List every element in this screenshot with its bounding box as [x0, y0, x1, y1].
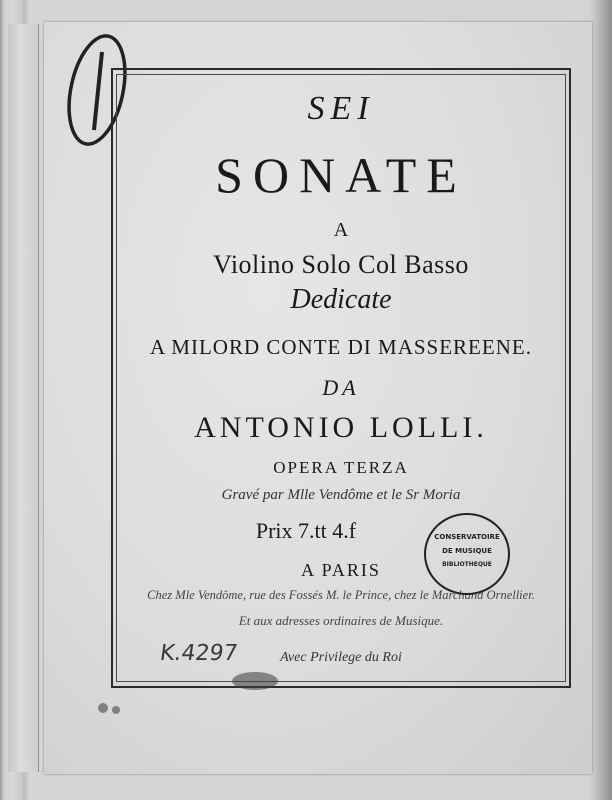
city: A PARIS — [301, 560, 381, 580]
previous-leaf-edge — [8, 24, 39, 772]
royal-privilege: Avec Privilege du Roi — [280, 650, 402, 665]
stamp-line-3: BIBLIOTHEQUE — [442, 561, 492, 568]
stamp-line-2: DE MUSIQUE — [442, 547, 492, 555]
instrumentation: Violino Solo Col Basso — [213, 250, 469, 279]
distribution-note: Et aux adresses ordinaires de Musique. — [238, 613, 444, 628]
price: Prix 7.tt 4.f — [255, 518, 357, 543]
stamp-line-1: CONSERVATOIRE — [434, 533, 500, 541]
opus-number: OPERA TERZA — [273, 458, 409, 477]
engraver-credit: Gravé par Mlle Vendôme et le Sr Moria — [221, 487, 461, 503]
ink-blot — [98, 703, 108, 713]
dedicate-label: Dedicate — [290, 284, 392, 315]
composer-name: ANTONIO LOLLI. — [194, 411, 488, 444]
title-a: A — [333, 219, 349, 241]
publisher-address: Chez Mle Vendôme, rue des Fossés M. le Prince, chez le Marchand Ornellier. — [147, 588, 535, 602]
library-stamp — [424, 513, 510, 595]
dedicatee: A MILORD CONTE DI MASSEREENE. — [150, 335, 532, 359]
title-sonate: SONATE — [215, 147, 467, 203]
title-sei: SEI — [307, 90, 375, 127]
ink-blot — [232, 672, 278, 690]
ink-blot — [112, 706, 120, 714]
da-label: DA — [322, 375, 360, 400]
call-number: K.4297 — [158, 641, 240, 666]
